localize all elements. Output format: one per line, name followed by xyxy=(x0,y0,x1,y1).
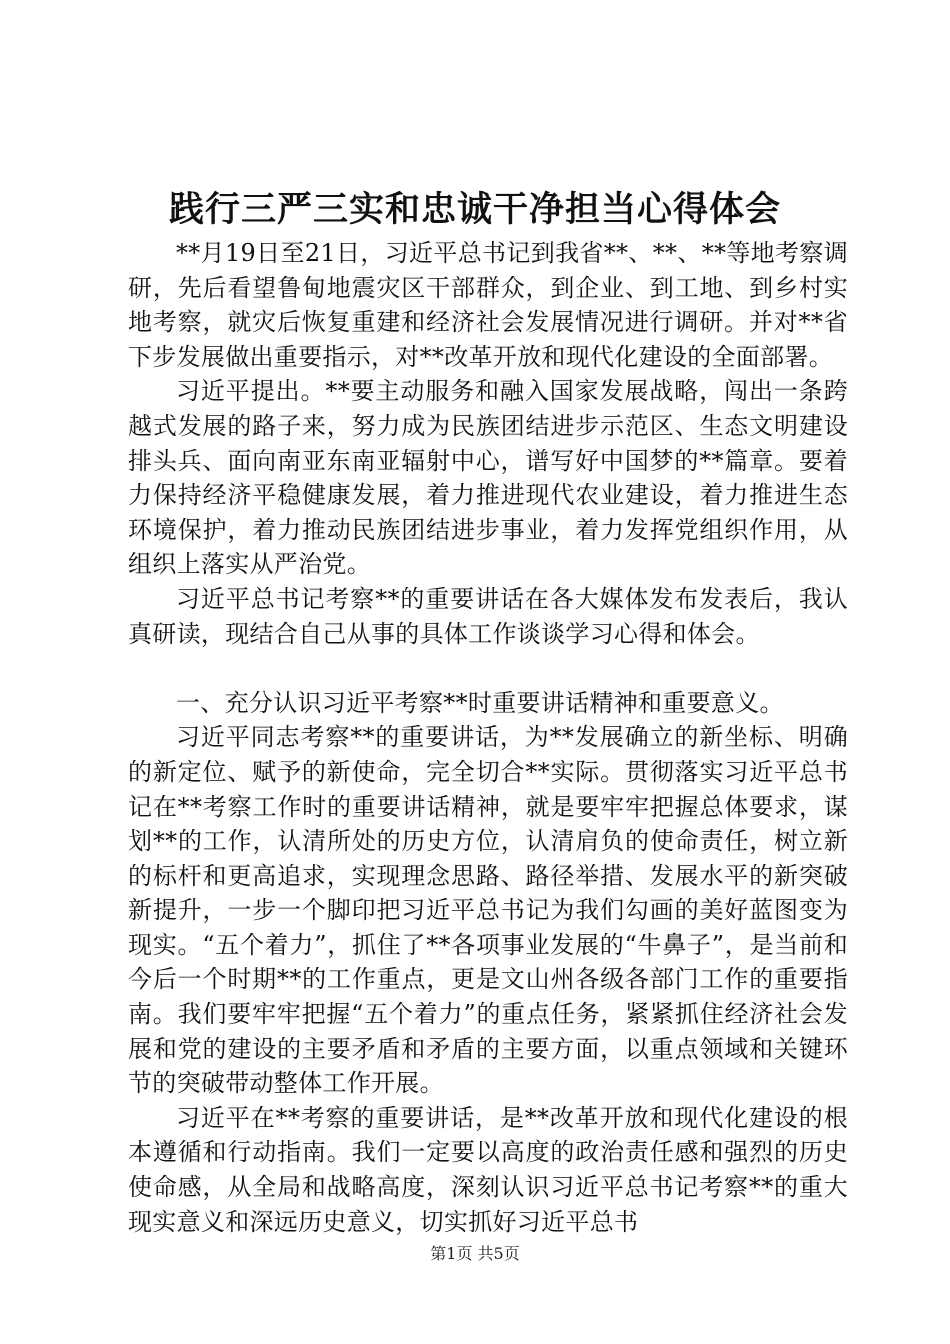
paragraph-study: 习近平总书记考察**的重要讲话在各大媒体发布发表后，我认真研读，现结合自己从事的具体工作谈谈学习心得和体会。 xyxy=(128,584,848,648)
paragraph-spacer xyxy=(128,651,848,686)
paragraph-intro: **月19日至21日，习近平总书记到我省**、**、**等地考察调研，先后看望鲁甸地震灾区干部群众，到企业、到工地、到乡村实地考察，就灾后恢复重建和经济社会发展情况进行调研。并对**省下步发展做出重要指示，对**改革开放和现代化建设的全面部署。 xyxy=(128,239,848,371)
document-title: 践行三严三实和忠诚干净担当心得体会 xyxy=(168,189,781,230)
page-footer: 第1页 共5页 xyxy=(430,1244,520,1263)
section-heading-1: 一、充分认识习近平考察**时重要讲话精神和重要意义。 xyxy=(176,688,784,717)
paragraph-instructions: 习近平提出。**要主动服务和融入国家发展战略，闯出一条跨越式发展的路子来，努力成为民族团结进步示范区、生态文明建设排头兵、面向南亚东南亚辐射中心，谱写好中国梦的**篇章。要着力保持经济平稳健康发展，着力推进现代农业建设，着力推进生态环境保护，着力推动民族团结进步事业，着力发挥党组织作用，从组织上落实从严治党。 xyxy=(128,377,848,579)
paragraph-guidance: 习近平在**考察的重要讲话，是**改革开放和现代化建设的根本遵循和行动指南。我们一定要以高度的政治责任感和强烈的历史使命感，从全局和战略高度，深刻认识习近平总书记考察**的重大现实意义和深远历史意义，切实抓好习近平总书 xyxy=(128,1103,848,1236)
document-body xyxy=(128,236,848,1239)
paragraph-significance: 习近平同志考察**的重要讲话，为**发展确立的新坐标、明确的新定位、赋予的新使命，完全切合**实际。贯彻落实习近平总书记在**考察工作时的重要讲话精神，就是要牢牢把握总体要求，谋划**的工作，认清所处的历史方位，认清肩负的使命责任，树立新的标杆和更高追求，实现理念思路、路径举措、发展水平的新突破新提升，一步一个脚印把习近平总书记为我们勾画的美好蓝图变为现实。“五个着力”，抓住了**各项事业发展的“牛鼻子”，是当前和今后一个时期**的工作重点，更是文山州各级各部门工作的重要指南。我们要牢牢把握“五个着力”的重点任务，紧紧抓住经济社会发展和党的建设的主要矛盾和矛盾的主要方面，以重点领域和关键环节的突破带动整体工作开展。 xyxy=(128,723,848,1098)
